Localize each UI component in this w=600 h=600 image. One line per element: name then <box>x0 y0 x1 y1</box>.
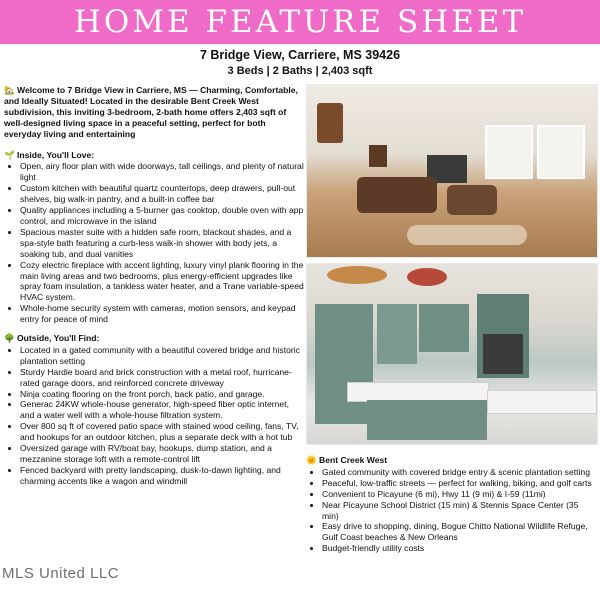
list-item: • Peaceful, low-traffic streets — perfect for walking, biking, and golf carts <box>322 478 596 489</box>
list-item: • Near Picayune School District (15 min) & Stennis Space Center (35 min) <box>322 500 596 522</box>
inside-heading <box>4 150 304 161</box>
community-heading <box>306 455 596 466</box>
decor-platter <box>327 266 387 284</box>
list-item: • Fenced backyard with pretty landscaping, dusk-to-dawn lighting, and charming accents like a wagon and windmill <box>20 465 304 487</box>
lower-cabinet <box>367 400 487 440</box>
list-item: • Over 800 sq ft of covered patio space with stained wood ceiling, fans, TV, and hookups for an outdoor kitchen, plus a separate deck with a hot tub <box>20 421 304 443</box>
list-item: • Quality appliances including a 5-burner gas cooktop, double oven with app control, and microwave in the island <box>20 205 304 227</box>
list-item: • Located in a gated community with a beautiful covered bridge and historic plantation setting <box>20 345 304 367</box>
left-column <box>4 85 304 495</box>
list-item: • Convenient to Picayune (6 mi), Hwy 11 (9 mi) & I-59 (11mi) <box>322 489 596 500</box>
list-item: • Budget-friendly utility costs <box>322 543 596 554</box>
outside-heading <box>4 333 304 344</box>
list-item: • Sturdy Hardie board and brick construction with a metal roof, hurricane-rated garage doors, and reinforced concrete driveway <box>20 367 304 389</box>
community-heading-text: Bent Creek West <box>319 455 388 465</box>
list-item: • Custom kitchen with beautiful quartz countertops, deep drawers, pull-out shelves, big walk-in pantry, and a built-in coffee bar <box>20 183 304 205</box>
sun-icon: 🌞 <box>306 455 317 465</box>
list-item: • Gated community with covered bridge entry & scenic plantation setting <box>322 467 596 478</box>
kitchen-photo <box>306 263 598 445</box>
community-section <box>306 453 596 554</box>
cabinet <box>315 304 373 424</box>
mls-watermark: MLS United LLC <box>2 565 120 582</box>
window <box>537 125 585 179</box>
recliner <box>447 185 497 215</box>
outside-heading-text: Outside, You'll Find: <box>17 333 100 344</box>
countertop <box>347 382 489 402</box>
glass-cabinet <box>377 304 417 364</box>
list-item: • Whole-home security system with cameras, motion sensors, and keypad entry for peace of mind <box>20 303 304 325</box>
wall-niche <box>317 103 343 143</box>
list-item: • Ninja coating flooring on the front porch, back patio, and garage. <box>20 389 304 400</box>
intro-text: Welcome to 7 Bridge View in Carriere, MS — Charming, Comfortable, and Ideally Situated! Located in the desirable Bent Creek West subdivision, this inviting 3-bedroom, 2-bath home offers 2,403 sqft of well-designed living space in a peaceful setting, perfect for both everyday living and entertaining <box>4 85 298 139</box>
area-rug <box>407 225 527 245</box>
double-oven <box>483 334 523 374</box>
property-address: 7 Bridge View, Carriere, MS 39426 <box>199 48 401 62</box>
inside-list <box>4 161 304 325</box>
decor-platter <box>407 268 447 286</box>
house-icon: 🏡 <box>4 85 15 95</box>
intro-paragraph <box>4 85 304 140</box>
island-countertop <box>487 390 597 414</box>
inside-heading-text: Inside, You'll Love: <box>17 149 95 160</box>
tree-icon: 🌳 <box>4 333 15 344</box>
window <box>485 125 533 179</box>
list-item: • Cozy electric fireplace with accent lighting, luxury vinyl plank flooring in the main living areas and two bedrooms, plus energy-efficient upgrades like spray foam insulation, a tankless water heater, and a Trane variable-speed HVAC system. <box>20 260 304 304</box>
leather-sofa <box>357 177 437 213</box>
page-title: HOME FEATURE SHEET <box>73 4 527 40</box>
list-item: • Open, airy floor plan with wide doorways, tall ceilings, and plenty of natural light <box>20 161 304 183</box>
list-item: • Easy drive to shopping, dining, Bogue Chitto National Wildlife Refuge, Gulf Coast beaches & New Orleans <box>322 521 596 543</box>
wall-art <box>369 145 387 167</box>
list-item: • Oversized garage with RV/boat bay, hookups, dump station, and a mezzanine storage loft with a remote-control lift <box>20 443 304 465</box>
list-item: • Spacious master suite with a hidden safe room, blackout shades, and a spa-style bath featuring a curb-less walk-in shower with body jets, a soaking tub, and dual vanities <box>20 227 304 260</box>
outside-list <box>4 345 304 487</box>
upper-cabinet <box>419 304 469 352</box>
list-item: • Generac 24KW whole-house generator, high-speed fiber optic internet, and a water well with a whole-house filtration system. <box>20 399 304 421</box>
plant-icon: 🌱 <box>4 149 15 160</box>
community-list <box>306 467 596 554</box>
title-banner <box>0 0 600 44</box>
property-specs: 3 Beds | 2 Baths | 2,403 sqft <box>227 65 373 77</box>
living-room-photo <box>306 84 598 258</box>
